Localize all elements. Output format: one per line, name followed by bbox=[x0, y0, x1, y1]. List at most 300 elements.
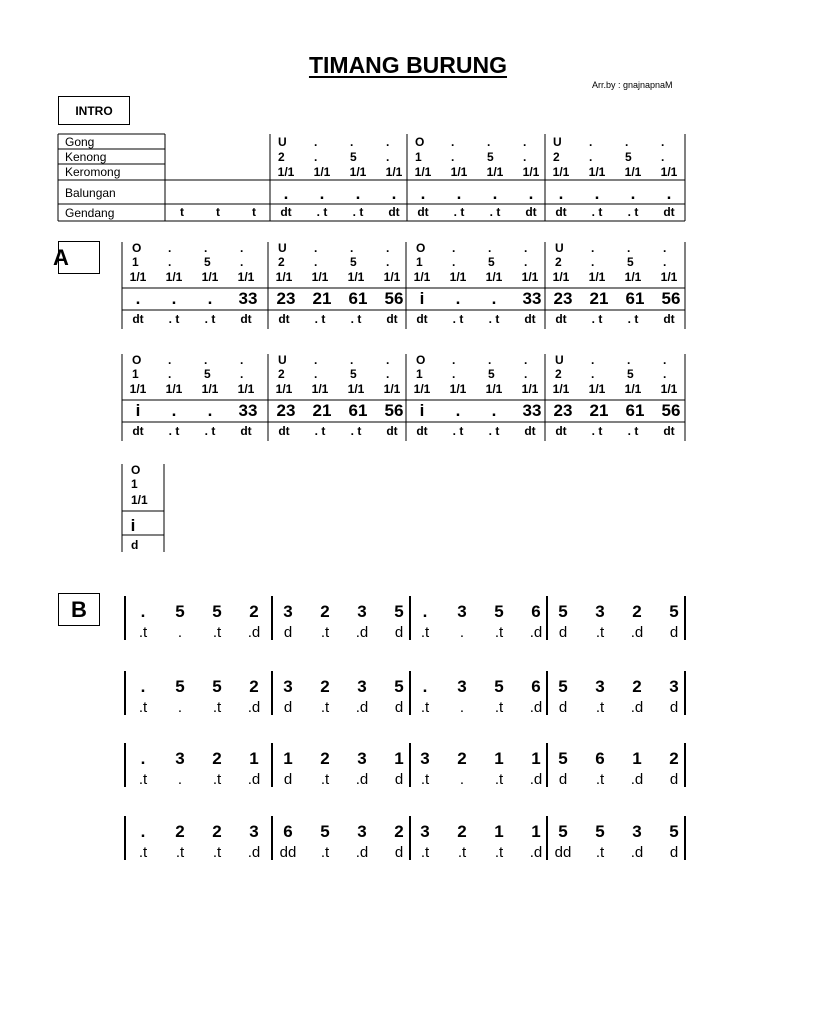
gong-mark: . bbox=[240, 353, 244, 367]
gendang-stroke: dt bbox=[524, 312, 536, 326]
balungan-note: 5 bbox=[669, 822, 679, 841]
gong-mark: U bbox=[553, 135, 562, 149]
gendang-stroke: .d bbox=[529, 844, 543, 861]
keromong-mark: 1/1 bbox=[485, 270, 503, 284]
balungan-note: 21 bbox=[312, 401, 332, 420]
kenong-mark: . bbox=[168, 367, 172, 381]
balungan-note: . bbox=[491, 289, 497, 308]
balungan-note: 3 bbox=[420, 822, 430, 841]
kenong-mark: 1 bbox=[416, 255, 423, 269]
gendang-stroke: . t bbox=[591, 312, 603, 326]
keromong-mark: 1/1 bbox=[414, 165, 432, 179]
gendang-stroke: dd bbox=[554, 844, 572, 861]
section-b-label: B bbox=[58, 593, 100, 626]
gendang-stroke: .d bbox=[247, 844, 261, 861]
gendang-stroke: d bbox=[669, 699, 679, 716]
gendang-stroke: d bbox=[283, 771, 293, 788]
gong-mark: . bbox=[452, 241, 456, 255]
balungan-note: 6 bbox=[283, 822, 293, 841]
row-label-gong: Gong bbox=[65, 135, 95, 149]
intro-section-label: INTRO bbox=[58, 96, 130, 125]
gendang-stroke: .d bbox=[355, 771, 369, 788]
gendang-stroke: .d bbox=[529, 699, 543, 716]
balungan-note: . bbox=[455, 289, 461, 308]
kenong-mark: 5 bbox=[350, 150, 357, 164]
keromong-mark: 1/1 bbox=[521, 270, 539, 284]
gendang-stroke: t bbox=[180, 205, 184, 219]
gong-mark: . bbox=[487, 135, 491, 149]
gendang-stroke: .t bbox=[595, 699, 605, 716]
keromong-mark: 1/1 bbox=[385, 165, 403, 179]
gendang-stroke: . t bbox=[314, 312, 326, 326]
balungan-note: 2 bbox=[249, 677, 259, 696]
keromong-mark: 1/1 bbox=[588, 382, 606, 396]
gendang-stroke: .t bbox=[494, 699, 504, 716]
gendang-stroke: dt bbox=[555, 205, 567, 219]
balungan-note: 6 bbox=[531, 677, 541, 696]
gendang-stroke: . bbox=[459, 624, 465, 641]
balungan-note: . bbox=[171, 401, 177, 420]
balungan-note: 3 bbox=[357, 677, 367, 696]
balungan-note: 61 bbox=[348, 401, 368, 420]
gendang-stroke: dd bbox=[279, 844, 297, 861]
gendang-stroke: .d bbox=[630, 699, 644, 716]
kenong-mark: . bbox=[663, 367, 667, 381]
gendang-stroke: .t bbox=[420, 771, 430, 788]
kenong-mark: . bbox=[524, 367, 528, 381]
balungan-note: 1 bbox=[494, 749, 504, 768]
gong-mark: U bbox=[278, 353, 287, 367]
gendang-stroke: .t bbox=[420, 699, 430, 716]
gong-mark: . bbox=[168, 241, 172, 255]
gendang-stroke: dt bbox=[417, 205, 429, 219]
balungan-note: 5 bbox=[494, 602, 504, 621]
gong-mark: . bbox=[524, 241, 528, 255]
balungan-note: . bbox=[319, 184, 325, 203]
balungan-note: i bbox=[135, 401, 141, 420]
kenong-mark: . bbox=[591, 367, 595, 381]
balungan-note: 5 bbox=[175, 677, 185, 696]
gong-mark: U bbox=[555, 353, 564, 367]
gong-mark: . bbox=[350, 353, 354, 367]
gendang-stroke: dt bbox=[416, 424, 428, 438]
balungan-note: 3 bbox=[249, 822, 259, 841]
gong-mark: . bbox=[663, 353, 667, 367]
balungan-note: 3 bbox=[357, 602, 367, 621]
gendang-stroke: dt bbox=[524, 424, 536, 438]
keromong-mark: 1/1 bbox=[624, 270, 642, 284]
gendang-stroke: d bbox=[558, 624, 568, 641]
kenong-mark: 5 bbox=[625, 150, 632, 164]
kenong-mark: 5 bbox=[487, 150, 494, 164]
gendang-stroke: . t bbox=[168, 424, 180, 438]
balungan-note: 3 bbox=[457, 602, 467, 621]
gendang-stroke: .t bbox=[457, 844, 467, 861]
gendang-stroke: . t bbox=[352, 205, 364, 219]
kenong-mark: . bbox=[168, 255, 172, 269]
balungan-note: . bbox=[456, 184, 462, 203]
keromong-mark: 1/1 bbox=[201, 270, 219, 284]
gendang-stroke: . t bbox=[350, 424, 362, 438]
gendang-stroke: dt bbox=[386, 424, 398, 438]
gendang-stroke: d bbox=[669, 771, 679, 788]
balungan-note: . bbox=[455, 401, 461, 420]
gendang-stroke: dt bbox=[388, 205, 400, 219]
gong-mark: . bbox=[240, 241, 244, 255]
keromong-mark: 1/1 bbox=[660, 382, 678, 396]
row-label-balungan: Balungan bbox=[65, 186, 116, 200]
gendang-stroke: . t bbox=[627, 312, 639, 326]
balungan-note: 2 bbox=[212, 822, 222, 841]
kenong-mark: 5 bbox=[488, 367, 495, 381]
gendang-stroke: . t bbox=[316, 205, 328, 219]
balungan-note: . bbox=[140, 822, 146, 841]
keromong-mark: 1/1 bbox=[383, 270, 401, 284]
gendang-stroke: . t bbox=[591, 205, 603, 219]
balungan-note: . bbox=[594, 184, 600, 203]
gendang-stroke: .d bbox=[529, 624, 543, 641]
gendang-stroke: .t bbox=[138, 771, 148, 788]
gong-mark: . bbox=[451, 135, 455, 149]
keromong-mark: 1/1 bbox=[588, 165, 606, 179]
keromong-mark: 1/1 bbox=[275, 382, 293, 396]
kenong-mark: . bbox=[589, 150, 593, 164]
keromong-mark: 1/1 bbox=[275, 270, 293, 284]
kenong-mark: . bbox=[314, 150, 318, 164]
gong-mark: . bbox=[488, 353, 492, 367]
balungan-note: . bbox=[207, 401, 213, 420]
gendang-stroke: .t bbox=[494, 771, 504, 788]
balungan-note: 5 bbox=[175, 602, 185, 621]
balungan-note: . bbox=[420, 184, 426, 203]
balungan-note: 3 bbox=[283, 677, 293, 696]
gong-mark: . bbox=[386, 353, 390, 367]
keromong-mark: 1/1 bbox=[165, 382, 183, 396]
balungan-note: 1 bbox=[632, 749, 642, 768]
balungan-note: 1 bbox=[249, 749, 259, 768]
balungan-note: 56 bbox=[384, 289, 404, 308]
gendang-stroke: .t bbox=[320, 624, 330, 641]
balungan-note: 2 bbox=[457, 749, 467, 768]
gendang-stroke: d bbox=[558, 699, 568, 716]
gong-mark: O bbox=[415, 135, 425, 149]
kenong-mark: . bbox=[240, 367, 244, 381]
keromong-mark: 1/1 bbox=[237, 270, 255, 284]
kenong-mark: 2 bbox=[278, 255, 285, 269]
gendang-stroke: . t bbox=[314, 424, 326, 438]
gendang-stroke: . t bbox=[168, 312, 180, 326]
balungan-note: 1 bbox=[283, 749, 293, 768]
gong-mark: U bbox=[278, 135, 287, 149]
gendang-stroke: dt bbox=[555, 312, 567, 326]
balungan-note: 23 bbox=[276, 289, 296, 308]
gendang-stroke: dt bbox=[555, 424, 567, 438]
balungan-note: 3 bbox=[595, 602, 605, 621]
kenong-mark: 1 bbox=[416, 367, 423, 381]
kenong-mark: . bbox=[386, 150, 390, 164]
balungan-note: . bbox=[140, 677, 146, 696]
balungan-note: 5 bbox=[558, 822, 568, 841]
kenong-mark: 2 bbox=[278, 367, 285, 381]
gendang-stroke: dt bbox=[278, 312, 290, 326]
keromong-mark: 1/1 bbox=[552, 165, 570, 179]
keromong-mark: 1/1 bbox=[624, 382, 642, 396]
gong-mark: U bbox=[555, 241, 564, 255]
gong-mark: . bbox=[523, 135, 527, 149]
kenong-mark: 1 bbox=[131, 477, 138, 491]
balungan-note: 3 bbox=[669, 677, 679, 696]
keromong-mark: 1/1 bbox=[349, 165, 367, 179]
balungan-note: 33 bbox=[238, 289, 258, 308]
gendang-stroke: .d bbox=[630, 771, 644, 788]
balungan-note: . bbox=[491, 401, 497, 420]
gendang-stroke: .t bbox=[138, 699, 148, 716]
gendang-stroke: . t bbox=[204, 312, 216, 326]
keromong-mark: 1/1 bbox=[449, 270, 467, 284]
gendang-stroke: . t bbox=[591, 424, 603, 438]
keromong-mark: 1/1 bbox=[450, 165, 468, 179]
keromong-mark: 1/1 bbox=[521, 382, 539, 396]
gong-mark: . bbox=[350, 241, 354, 255]
gendang-stroke: dt bbox=[416, 312, 428, 326]
row-label-gendang: Gendang bbox=[65, 206, 115, 220]
balungan-note: . bbox=[135, 289, 141, 308]
gong-mark: . bbox=[661, 135, 665, 149]
gong-mark: O bbox=[416, 353, 426, 367]
balungan-note: 1 bbox=[531, 822, 541, 841]
gendang-stroke: . t bbox=[350, 312, 362, 326]
balungan-note: 2 bbox=[320, 749, 330, 768]
gendang-stroke: .t bbox=[595, 624, 605, 641]
balungan-note: 2 bbox=[457, 822, 467, 841]
gendang-stroke: .d bbox=[247, 699, 261, 716]
keromong-mark: 1/1 bbox=[449, 382, 467, 396]
balungan-note: 5 bbox=[494, 677, 504, 696]
gendang-stroke: dt bbox=[663, 424, 675, 438]
balungan-note: . bbox=[140, 749, 146, 768]
gendang-stroke: .t bbox=[212, 771, 222, 788]
gong-mark: . bbox=[204, 353, 208, 367]
kenong-mark: 2 bbox=[555, 255, 562, 269]
balungan-note: 1 bbox=[394, 749, 404, 768]
gendang-stroke: .t bbox=[212, 624, 222, 641]
gendang-stroke: . t bbox=[452, 424, 464, 438]
kenong-mark: . bbox=[661, 150, 665, 164]
kenong-mark: . bbox=[523, 150, 527, 164]
gong-mark: . bbox=[168, 353, 172, 367]
balungan-note: 23 bbox=[276, 401, 296, 420]
kenong-mark: 5 bbox=[488, 255, 495, 269]
balungan-note: 3 bbox=[595, 677, 605, 696]
gong-mark: . bbox=[627, 241, 631, 255]
balungan-note: . bbox=[666, 184, 672, 203]
balungan-note: . bbox=[528, 184, 534, 203]
gendang-stroke: dt bbox=[663, 205, 675, 219]
balungan-note: 21 bbox=[589, 401, 609, 420]
balungan-note: 33 bbox=[522, 401, 542, 420]
kenong-mark: 2 bbox=[555, 367, 562, 381]
kenong-mark: 5 bbox=[627, 255, 634, 269]
balungan-note: . bbox=[422, 602, 428, 621]
gendang-stroke: d bbox=[283, 624, 293, 641]
balungan-note: 56 bbox=[661, 289, 681, 308]
balungan-note: 61 bbox=[625, 401, 645, 420]
gendang-stroke: .t bbox=[212, 844, 222, 861]
balungan-note: 6 bbox=[531, 602, 541, 621]
balungan-note: 2 bbox=[212, 749, 222, 768]
balungan-note: i bbox=[419, 289, 425, 308]
balungan-note: 5 bbox=[558, 677, 568, 696]
gendang-stroke: dt bbox=[278, 424, 290, 438]
keromong-mark: 1/1 bbox=[522, 165, 540, 179]
gendang-stroke: .t bbox=[420, 624, 430, 641]
gendang-stroke: d bbox=[283, 699, 293, 716]
gendang-stroke: d bbox=[558, 771, 568, 788]
gendang-stroke: .t bbox=[595, 771, 605, 788]
gendang-stroke: .t bbox=[595, 844, 605, 861]
kenong-mark: 2 bbox=[553, 150, 560, 164]
balungan-note: 2 bbox=[320, 602, 330, 621]
gendang-stroke: dt bbox=[525, 205, 537, 219]
balungan-note: 33 bbox=[522, 289, 542, 308]
keromong-mark: 1/1 bbox=[129, 270, 147, 284]
gong-mark: . bbox=[314, 135, 318, 149]
gendang-stroke: .t bbox=[320, 771, 330, 788]
gendang-stroke: .d bbox=[355, 699, 369, 716]
balungan-note: 2 bbox=[320, 677, 330, 696]
gendang-stroke: . t bbox=[453, 205, 465, 219]
keromong-mark: 1/1 bbox=[624, 165, 642, 179]
kenong-mark: . bbox=[451, 150, 455, 164]
keromong-mark: 1/1 bbox=[311, 270, 329, 284]
balungan-note: . bbox=[391, 184, 397, 203]
gong-mark: . bbox=[589, 135, 593, 149]
balungan-note: 5 bbox=[669, 602, 679, 621]
keromong-mark: 1/1 bbox=[347, 270, 365, 284]
keromong-mark: 1/1 bbox=[413, 270, 431, 284]
gendang-stroke: .d bbox=[355, 844, 369, 861]
kenong-mark: 5 bbox=[350, 367, 357, 381]
gendang-stroke: t bbox=[252, 205, 256, 219]
balungan-note: 3 bbox=[283, 602, 293, 621]
balungan-note: 5 bbox=[595, 822, 605, 841]
balungan-note: 21 bbox=[589, 289, 609, 308]
gendang-stroke: .d bbox=[247, 771, 261, 788]
balungan-note: 6 bbox=[595, 749, 605, 768]
balungan-note: . bbox=[422, 677, 428, 696]
row-label-kenong: Kenong bbox=[65, 150, 107, 164]
balungan-note: . bbox=[630, 184, 636, 203]
gong-mark: . bbox=[663, 241, 667, 255]
gong-mark: . bbox=[627, 353, 631, 367]
gendang-stroke: d bbox=[669, 844, 679, 861]
arranger-credit: Arr.by : gnajnapnaM bbox=[592, 80, 673, 90]
balungan-note: 1 bbox=[494, 822, 504, 841]
gendang-stroke: .d bbox=[247, 624, 261, 641]
balungan-note: 3 bbox=[357, 822, 367, 841]
song-title: TIMANG BURUNG bbox=[308, 52, 508, 78]
kenong-mark: . bbox=[591, 255, 595, 269]
balungan-note: 5 bbox=[394, 677, 404, 696]
kenong-mark: 2 bbox=[278, 150, 285, 164]
gendang-stroke: dt bbox=[132, 312, 144, 326]
balungan-note: 5 bbox=[212, 677, 222, 696]
balungan-note: 2 bbox=[632, 677, 642, 696]
gendang-stroke: . t bbox=[452, 312, 464, 326]
gendang-stroke: .d bbox=[355, 624, 369, 641]
gong-mark: . bbox=[524, 353, 528, 367]
gong-mark: . bbox=[625, 135, 629, 149]
keromong-mark: 1/1 bbox=[311, 382, 329, 396]
balungan-note: 5 bbox=[394, 602, 404, 621]
gong-mark: . bbox=[386, 241, 390, 255]
keromong-mark: 1/1 bbox=[486, 165, 504, 179]
balungan-note: 5 bbox=[558, 602, 568, 621]
gendang-stroke: .t bbox=[494, 844, 504, 861]
keromong-mark: 1/1 bbox=[237, 382, 255, 396]
gendang-stroke: .t bbox=[138, 844, 148, 861]
keromong-mark: 1/1 bbox=[201, 382, 219, 396]
gong-mark: . bbox=[314, 241, 318, 255]
gendang-stroke: . t bbox=[204, 424, 216, 438]
kenong-mark: . bbox=[663, 255, 667, 269]
kenong-mark: 5 bbox=[627, 367, 634, 381]
gendang-stroke: dt bbox=[386, 312, 398, 326]
balungan-note: 3 bbox=[420, 749, 430, 768]
balungan-note: 3 bbox=[357, 749, 367, 768]
gendang-stroke: .t bbox=[320, 844, 330, 861]
gong-mark: . bbox=[204, 241, 208, 255]
balungan-note: 2 bbox=[249, 602, 259, 621]
gendang-stroke: . bbox=[177, 624, 183, 641]
gendang-stroke: .d bbox=[630, 624, 644, 641]
balungan-note: 61 bbox=[625, 289, 645, 308]
gendang-stroke: d bbox=[131, 538, 139, 552]
gong-mark: . bbox=[350, 135, 354, 149]
balungan-note: . bbox=[355, 184, 361, 203]
gendang-stroke: . bbox=[459, 699, 465, 716]
gendang-stroke: dt bbox=[240, 312, 252, 326]
balungan-note: . bbox=[140, 602, 146, 621]
gendang-stroke: d bbox=[394, 771, 404, 788]
gendang-stroke: . bbox=[459, 771, 465, 788]
gendang-stroke: .d bbox=[630, 844, 644, 861]
gong-mark: . bbox=[452, 353, 456, 367]
gendang-stroke: .t bbox=[138, 624, 148, 641]
gendang-stroke: . t bbox=[488, 424, 500, 438]
kenong-mark: 5 bbox=[204, 367, 211, 381]
gendang-stroke: dt bbox=[663, 312, 675, 326]
gendang-stroke: t bbox=[216, 205, 220, 219]
gong-mark: . bbox=[591, 353, 595, 367]
gendang-stroke: dt bbox=[240, 424, 252, 438]
balungan-note: 21 bbox=[312, 289, 332, 308]
gendang-stroke: . t bbox=[489, 205, 501, 219]
balungan-note: . bbox=[171, 289, 177, 308]
kenong-mark: . bbox=[386, 255, 390, 269]
gong-mark: . bbox=[591, 241, 595, 255]
balungan-note: 5 bbox=[320, 822, 330, 841]
gendang-stroke: . t bbox=[627, 205, 639, 219]
keromong-mark: 1/1 bbox=[277, 165, 295, 179]
keromong-mark: 1/1 bbox=[347, 382, 365, 396]
kenong-mark: 1 bbox=[132, 367, 139, 381]
gong-mark: O bbox=[131, 463, 141, 477]
keromong-mark: 1/1 bbox=[588, 270, 606, 284]
balungan-note: 5 bbox=[212, 602, 222, 621]
keromong-mark: 1/1 bbox=[552, 382, 570, 396]
kenong-mark: 5 bbox=[350, 255, 357, 269]
